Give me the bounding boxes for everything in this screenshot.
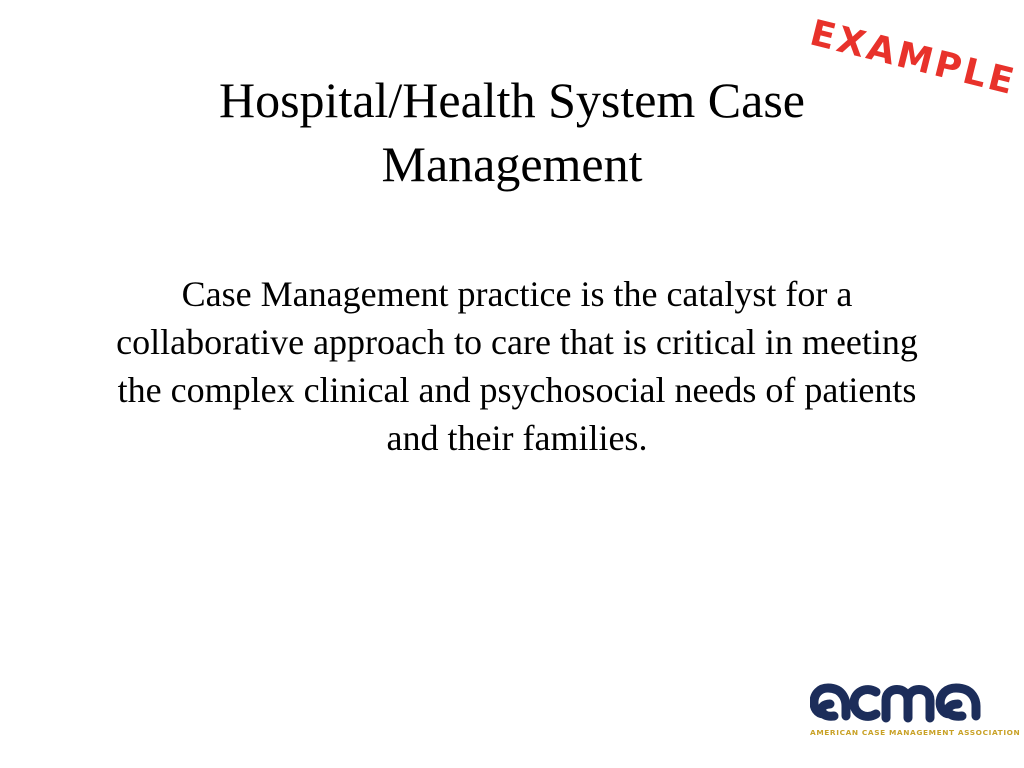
logo-letter-m (886, 690, 930, 719)
example-stamp: EXAMPLE (805, 12, 1021, 104)
acma-logo-mark (810, 676, 990, 726)
logo-letter-a2-bowl (948, 704, 962, 716)
logo-caption: AMERICAN CASE MANAGEMENT ASSOCIATION (810, 728, 1021, 737)
slide-title: Hospital/Health System Case Management (218, 72, 806, 192)
acma-logo (810, 676, 1021, 742)
slide-body-text: Case Management practice is the catalyst for a collaborative approach to care that is critical in meeting the complex clinical and psychosocial needs of patients and their families. (116, 274, 918, 458)
logo-letter-a-bowl (821, 704, 834, 716)
logo-letter-c (854, 690, 876, 717)
